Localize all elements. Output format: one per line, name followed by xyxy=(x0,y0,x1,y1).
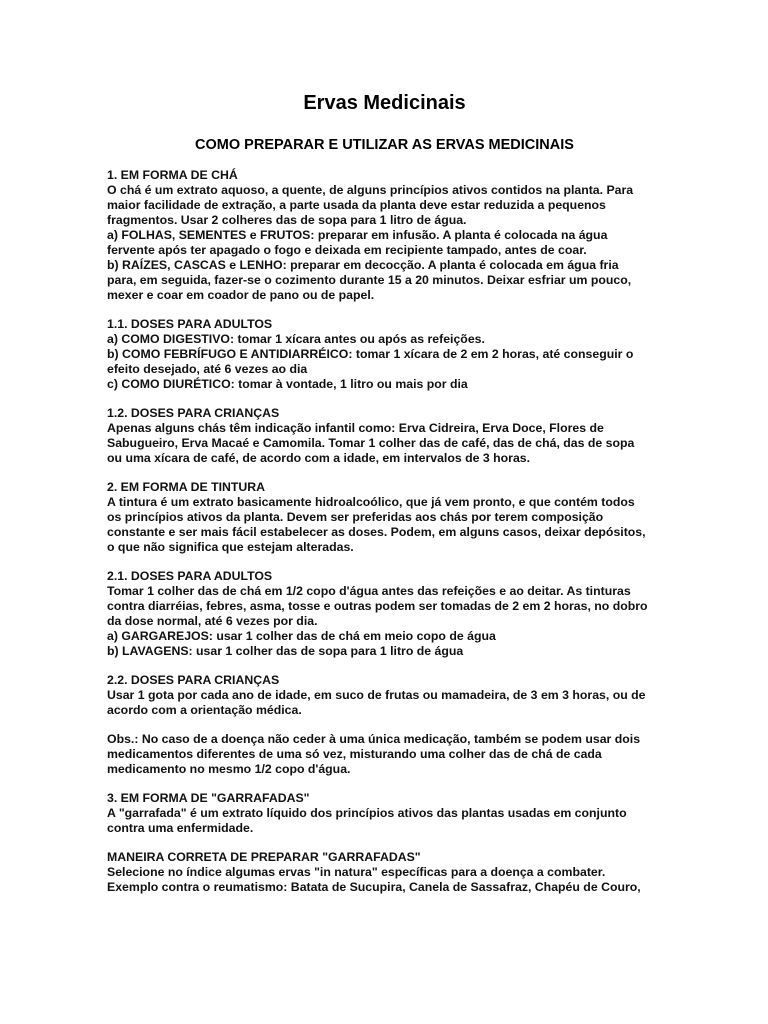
section-heading: 1.1. DOSES PARA ADULTOS xyxy=(107,317,273,331)
document-subtitle: COMO PREPARAR E UTILIZAR AS ERVAS MEDICINAIS xyxy=(195,137,574,153)
paragraph-line: a) FOLHAS, SEMENTES e FRUTOS: preparar em infusão. A planta é colocada na água xyxy=(107,228,608,242)
paragraph-line: contra diarréias, febres, asma, tosse e outras podem ser tomadas de 2 em 2 horas, no dobro xyxy=(107,599,648,613)
section xyxy=(107,732,662,777)
section-heading: 2.2. DOSES PARA CRIANÇAS xyxy=(107,673,280,687)
paragraph-line: A tintura é um extrato basicamente hidroalcoólico, que já vem pronto, e que contém todos xyxy=(107,495,635,509)
paragraph-line: maior facilidade de extração, a parte usada da planta deve estar reduzida a pequenos xyxy=(107,198,606,212)
paragraph-line: o que não significa que estejam alteradas. xyxy=(107,540,354,554)
paragraph-line: O chá é um extrato aquoso, a quente, de alguns princípios ativos contidos na planta. Para xyxy=(107,183,634,197)
paragraph-line: Selecione no índice algumas ervas "in natura" específicas para a doença a combater. xyxy=(107,865,606,879)
document-body xyxy=(107,168,662,895)
paragraph-line: A "garrafada" é um extrato líquido dos princípios ativos das plantas usadas em conjunto xyxy=(107,806,627,820)
paragraph-line: fervente após ter apagado o fogo e deixada em recipiente tampado, antes de coar. xyxy=(107,243,587,257)
section-heading: MANEIRA CORRETA DE PREPARAR "GARRAFADAS" xyxy=(107,850,421,864)
paragraph-line: os princípios ativos da planta. Devem ser preferidas aos chás por terem composição xyxy=(107,510,604,524)
paragraph-line: contra uma enfermidade. xyxy=(107,821,254,835)
paragraph-line: medicamento no mesmo 1/2 copo d'água. xyxy=(107,762,351,776)
section xyxy=(107,317,662,392)
paragraph-line: c) COMO DIURÉTICO: tomar à vontade, 1 litro ou mais por dia xyxy=(107,377,468,391)
section xyxy=(107,569,662,659)
section-heading: 2. EM FORMA DE TINTURA xyxy=(107,480,266,494)
section-heading: 2.1. DOSES PARA ADULTOS xyxy=(107,569,273,583)
paragraph-line: Usar 1 gota por cada ano de idade, em suco de frutas ou mamadeira, de 3 em 3 horas, ou de xyxy=(107,688,646,702)
paragraph-line: medicamentos diferentes de uma só vez, misturando uma colher das de chá de cada xyxy=(107,747,602,761)
paragraph-line: Sabugueiro, Erva Macaé e Camomila. Tomar 1 colher das de café, das de chá, das de sopa xyxy=(107,436,635,450)
paragraph-line: Tomar 1 colher das de chá em 1/2 copo d'água antes das refeições e ao deitar. As tinturas xyxy=(107,584,631,598)
paragraph-line: para, em seguida, fazer-se o cozimento durante 15 a 20 minutos. Deixar esfriar um pouco, xyxy=(107,273,632,287)
section-heading: 1.2. DOSES PARA CRIANÇAS xyxy=(107,406,280,420)
paragraph-line: b) COMO FEBRÍFUGO E ANTIDIARRÉICO: tomar 1 xícara de 2 em 2 horas, até conseguir o xyxy=(107,347,634,361)
section-heading: 3. EM FORMA DE "GARRAFADAS" xyxy=(107,791,310,805)
paragraph-line: ou uma xícara de café, de acordo com a idade, em intervalos de 3 horas. xyxy=(107,451,531,465)
paragraph-line: mexer e coar em coador de pano ou de papel. xyxy=(107,288,375,302)
paragraph-line: Exemplo contra o reumatismo: Batata de Sucupira, Canela de Sassafraz, Chapéu de Couro, xyxy=(107,880,641,894)
document-title: Ervas Medicinais xyxy=(303,92,466,114)
paragraph-line: Apenas alguns chás têm indicação infantil como: Erva Cidreira, Erva Doce, Flores de xyxy=(107,421,604,435)
paragraph-line: b) LAVAGENS: usar 1 colher das de sopa para 1 litro de água xyxy=(107,644,464,658)
paragraph-line: acordo com a orientação médica. xyxy=(107,703,302,717)
paragraph-line: a) COMO DIGESTIVO: tomar 1 xícara antes ou após as refeições. xyxy=(107,332,485,346)
paragraph-line: constante e ser mais fácil estabelecer as doses. Podem, em alguns casos, deixar depósitos, xyxy=(107,525,646,539)
section xyxy=(107,406,662,466)
section xyxy=(107,673,662,718)
paragraph-line: da dose normal, até 6 vezes por dia. xyxy=(107,614,318,628)
section xyxy=(107,850,662,895)
paragraph-line: efeito desejado, até 6 vezes ao dia xyxy=(107,362,308,376)
section-heading: Obs.: No caso de a doença não ceder à uma única medicação, também se podem usar dois xyxy=(107,732,641,746)
section-heading: 1. EM FORMA DE CHÁ xyxy=(107,168,238,182)
section xyxy=(107,480,662,555)
paragraph-line: a) GARGAREJOS: usar 1 colher das de chá em meio copo de água xyxy=(107,629,496,643)
paragraph-line: fragmentos. Usar 2 colheres das de sopa para 1 litro de água. xyxy=(107,213,467,227)
paragraph-line: b) RAÍZES, CASCAS e LENHO: preparar em decocção. A planta é colocada em água fria xyxy=(107,258,619,272)
section xyxy=(107,791,662,836)
section xyxy=(107,168,662,303)
